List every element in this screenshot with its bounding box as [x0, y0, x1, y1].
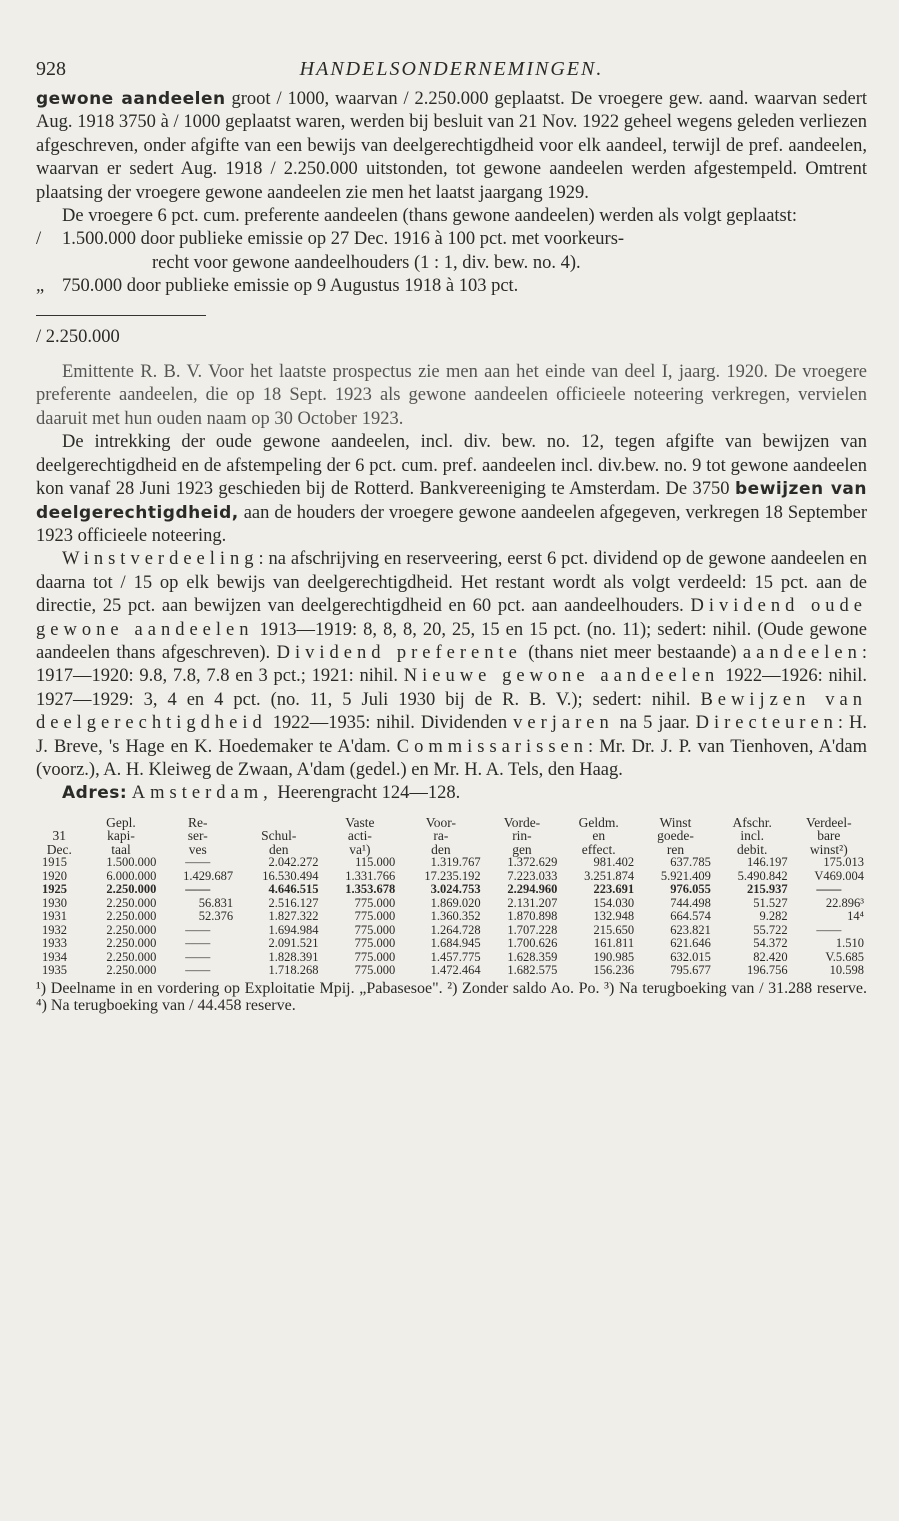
spaced-term: Bewijzen van deelgerechtigdheid — [36, 689, 868, 734]
footnotes: ¹) Deelname in en vordering op Exploitatie Mpij. „Pabasesoe". ²) Zonder saldo Ao. Po. ³) Na terugboeking van / 31.288 reserve. ⁴) Na terugboeking van / 44.458 reserve. — [36, 979, 867, 1014]
table-cell: 1.684.945 — [430, 936, 481, 951]
table-header-row — [36, 816, 867, 857]
paragraph-text: : Mr. Dr. J. P. van Tienhoven, A'dam (voorz.), A. H. Kleiweg de Zwaan, A'dam (gedel.) en Mr. H. A. Tels, den Haag. — [36, 736, 868, 780]
table-cell: 1.372.629 — [507, 855, 558, 870]
address-city: Amsterdam, — [131, 783, 273, 804]
divider-rule — [36, 315, 206, 316]
table-cell: 9.282 — [759, 909, 788, 924]
table-cell: 2.250.000 — [106, 949, 157, 964]
paragraph-emittente: Emittente R. B. V. Voor het laatste prospectus zie men aan het einde van deel I, jaarg. 1920. De vroegere preferente aandeelen, die op 18 Sept. 1923 als gewone aandeelen officieele noteering verkregen, vervielen daaruit met hun ouden naam op 30 October 1923. — [36, 362, 867, 429]
table-cell: 1.457.775 — [430, 949, 481, 964]
table-cell: 1.869.020 — [430, 895, 481, 910]
table-cell: 1.429.687 — [183, 868, 234, 883]
spaced-term: aandeelen — [742, 642, 862, 663]
table-cell: 1.718.268 — [268, 963, 319, 978]
table-cell: 637.785 — [670, 855, 711, 870]
column-header: Afschr. incl. debit. — [732, 814, 772, 857]
spaced-term: Commissarissen — [396, 736, 589, 757]
table-cell: —— — [185, 936, 211, 951]
heading-gewone-aandeelen: gewone aandeelen — [36, 89, 226, 109]
year-cell: 1935 — [42, 963, 67, 978]
table-cell: 2.516.127 — [268, 895, 319, 910]
column-header: Winst goede- ren — [657, 814, 694, 857]
table-cell: 744.498 — [670, 895, 711, 910]
heading-bewijzen: bewijzen van deelgerechtigdheid, — [36, 479, 867, 523]
spaced-term: Dividend preferente — [276, 642, 522, 663]
table-cell: 5.921.409 — [660, 868, 711, 883]
paragraph-text: : 1917—1920: 9.8, 7.8, 7.8 en 3 pct.; 1921: nihil. — [36, 642, 867, 687]
paragraph-gewone-aandeelen — [36, 88, 867, 205]
spaced-term: verjaren — [513, 713, 614, 734]
table-cell: 1.500.000 — [106, 855, 157, 870]
table-row — [36, 897, 867, 911]
table-cell: 775.000 — [354, 936, 396, 951]
table-cell: 621.646 — [670, 936, 711, 951]
table-cell: 54.372 — [753, 936, 788, 951]
table-cell: 1.707.228 — [507, 922, 558, 937]
column-header: Gepl. kapi- taal — [106, 814, 136, 857]
table-cell: 1.264.728 — [430, 922, 481, 937]
table-row — [36, 870, 867, 884]
table-cell: 2.250.000 — [106, 936, 157, 951]
table-cell: 190.985 — [593, 949, 635, 964]
table-cell: 1.682.575 — [507, 963, 558, 978]
paragraph-text: (thans niet meer bestaande) — [521, 642, 743, 663]
table-cell: 6.000.000 — [106, 868, 157, 883]
table-cell: 2.091.521 — [268, 936, 319, 951]
table-cell: 82.420 — [753, 949, 788, 964]
column-header: Voor- ra- den — [425, 814, 457, 857]
table-row — [36, 937, 867, 951]
paragraph-text: aan de houders der vroegere gewone aandeelen afgegeven, verkregen 18 September 1923 officieele noteering. — [36, 502, 867, 546]
table-cell: 3.251.874 — [584, 868, 635, 883]
spaced-term: Directeuren — [695, 713, 838, 734]
paragraph-text: groot / 1000, waarvan / 2.250.000 geplaatst. De vroegere gew. aand. waarvan sedert Aug. 1918 3750 à / 1000 geplaatst waren, werden bij besluit van 21 Nov. 1922 geheel wegens geleden verliezen afgeschreven, onder afgifte van een bewijs van deelgerechtigdheid voor elk aandeel, terwijl de pref. aandeelen, waarvan er sedert Aug. 1918 / 2.250.000 uitstonden, tot gewone aandeelen werden afgestempeld. Omtrent plaatsing der vroegere gewone aandeelen zie men het laatst jaargang 1929. — [36, 89, 867, 203]
address-label: Adres: — [62, 783, 128, 804]
table-cell: 1.870.898 — [507, 909, 558, 924]
year-cell: 1932 — [42, 922, 67, 937]
table-cell: 175.013 — [823, 855, 864, 870]
table-cell: 775.000 — [354, 922, 396, 937]
table-cell: 2.294.960 — [507, 882, 558, 897]
table-cell: —— — [185, 922, 211, 937]
paragraph-text: 1922—1926: nihil. 1927—1929: 3, 4 en 4 pct. (no. 11, 5 Juli 1930 bij de R. B. V.); sedert: nihil. — [36, 666, 867, 710]
table-cell: 795.677 — [670, 963, 711, 978]
table-cell: 1.628.359 — [507, 949, 558, 964]
table-cell: 215.937 — [747, 882, 788, 897]
paragraph-text: 1922—1935: nihil. Dividenden — [266, 713, 514, 734]
currency-symbol: / — [36, 229, 42, 250]
table-cell: 981.402 — [593, 855, 635, 870]
paragraph-text: 1913—1919: 8, 8, 8, 20, 25, 15 en 15 pct. (no. 11); sedert: nihil. (Oude gewone aandeelen thans afgeschreven). — [36, 619, 867, 663]
table-cell: 1.700.626 — [507, 936, 558, 951]
table-cell: 14⁴ — [847, 909, 864, 924]
paragraph-text: : na afschrijving en reserveering, eerst 6 pct. dividend op de gewone aandeelen en daarna tot / 15 op elk bewijs van deelgerechtigdheid. Het restant wordt als volgt verdeeld: 15 pct. aan de directie, 25 pct. aan bewijzen van deelgerechtigdheid en 60 pct. aan aandeelhouders. — [36, 549, 867, 617]
table-cell: 775.000 — [354, 963, 396, 978]
table-cell: 223.691 — [593, 882, 635, 897]
table-cell: V469.004 — [814, 868, 864, 883]
table-cell: 2.042.272 — [268, 855, 319, 870]
table-cell: —— — [185, 949, 211, 964]
table-cell: 775.000 — [354, 949, 396, 964]
year-cell: 1934 — [42, 949, 67, 964]
table-cell: 156.236 — [593, 963, 635, 978]
column-header: Vaste acti- va¹) — [345, 814, 375, 857]
financial-table — [36, 816, 867, 978]
table-cell: 1.331.766 — [345, 868, 396, 883]
year-cell: 1925 — [42, 882, 67, 897]
table-cell: 161.811 — [593, 936, 635, 951]
emission-line-1 — [36, 228, 867, 251]
column-header: Vorde- rin- gen — [503, 814, 541, 857]
table-cell: 2.250.000 — [106, 895, 157, 910]
column-header: Geldm. en effect. — [578, 814, 619, 857]
table-cell: V.5.685 — [825, 949, 864, 964]
address-line — [36, 782, 867, 805]
table-cell: 2.250.000 — [106, 882, 157, 897]
table-cell: 16.530.494 — [262, 868, 319, 883]
ditto-mark: „ — [36, 276, 45, 297]
paragraph-text: : H. J. Breve, 's Hage en K. Hoedemaker te A'dam. — [36, 713, 868, 757]
table-cell: 976.055 — [670, 882, 711, 897]
table-cell: 775.000 — [354, 895, 396, 910]
table-cell: 215.650 — [593, 922, 635, 937]
table-cell: 5.490.842 — [737, 868, 788, 883]
table-row — [36, 951, 867, 965]
page-number: 928 — [36, 58, 66, 80]
table-cell: 632.015 — [670, 949, 711, 964]
paragraph-text: na 5 jaar. — [613, 713, 696, 734]
year-cell: 1915 — [42, 855, 67, 870]
year-cell: 1931 — [42, 909, 67, 924]
table-cell: 3.024.753 — [430, 882, 481, 897]
spaced-term: Dividend oude gewone aandeelen — [36, 596, 867, 640]
table-row — [36, 883, 867, 897]
table-cell: 196.756 — [747, 963, 788, 978]
table-cell: 2.250.000 — [106, 922, 157, 937]
emission-text: 1.500.000 door publieke emissie op 27 Dec. 1916 à 100 pct. met voorkeurs- — [62, 229, 625, 250]
table-cell: 664.574 — [670, 909, 711, 924]
table-cell: 1.353.678 — [345, 882, 396, 897]
year-cell: 1920 — [42, 868, 67, 883]
paragraph-plaatsing: De vroegere 6 pct. cum. preferente aandeelen (thans gewone aandeelen) werden als volgt geplaatst: — [62, 206, 798, 227]
spaced-term: Nieuwe gewone aandeelen — [403, 666, 720, 687]
table-cell: —— — [185, 882, 211, 897]
emission-line-1-cont: recht voor gewone aandeelhouders (1 : 1, div. bew. no. 4). — [152, 252, 581, 273]
table-cell: 775.000 — [354, 909, 396, 924]
page-header — [36, 58, 867, 88]
column-header: Schul- den — [261, 828, 297, 857]
emission-total: / 2.250.000 — [36, 326, 120, 347]
table-cell: —— — [816, 882, 842, 897]
table-cell: 1.694.984 — [268, 922, 319, 937]
table-cell: 17.235.192 — [424, 868, 481, 883]
table-cell: 115.000 — [355, 855, 396, 870]
table-cell: 56.831 — [198, 895, 234, 910]
table-body — [36, 856, 867, 978]
table-cell: 1.472.464 — [430, 963, 481, 978]
paragraph-winstverdeeling — [36, 548, 867, 782]
table-cell: —— — [185, 963, 211, 978]
running-title: HANDELSONDERNEMINGEN. — [299, 58, 604, 80]
table-cell: 154.030 — [593, 895, 635, 910]
paragraph-text: De intrekking der oude gewone aandeelen, incl. div. bew. no. 12, tegen afgifte van bewijzen van deelgerechtigdheid en de afstempeling der 6 pct. cum. pref. aandeelen incl. div.bew. no. 9 tot gewone aandeelen kon vanaf 28 Juni 1923 geschieden bij de Rotterd. Bankvereeniging te Amsterdam. De 3750 — [36, 432, 867, 500]
table-cell: 623.821 — [670, 922, 711, 937]
paragraph-intrekking — [36, 431, 867, 548]
table-cell: —— — [185, 855, 211, 870]
address-street: Heerengracht 124—128. — [272, 783, 461, 804]
body-text — [36, 88, 867, 806]
table-cell: 55.722 — [753, 922, 788, 937]
table-cell: 1.360.352 — [430, 909, 481, 924]
emission-text: 750.000 door publieke emissie op 9 Augustus 1918 à 103 pct. — [62, 276, 519, 297]
column-header: 31 Dec. — [46, 828, 72, 857]
table-row — [36, 924, 867, 938]
year-cell: 1933 — [42, 936, 67, 951]
emission-line-2 — [36, 275, 867, 298]
table-cell: 4.646.515 — [268, 882, 319, 897]
column-header: Verdeel- bare winst²) — [805, 814, 852, 857]
table-row — [36, 910, 867, 924]
year-cell: 1930 — [42, 895, 67, 910]
spaced-term: Winstverdeeling — [62, 549, 259, 570]
table-row — [36, 856, 867, 870]
table-cell: 146.197 — [747, 855, 788, 870]
table-cell: 52.376 — [198, 909, 234, 924]
table-cell: 2.131.207 — [507, 895, 558, 910]
table-cell: —— — [816, 922, 842, 937]
table-cell: 132.948 — [593, 909, 635, 924]
column-header: Re- ser- ves — [187, 814, 208, 857]
table-row — [36, 964, 867, 978]
table-cell: 1.510 — [835, 936, 864, 951]
table-cell: 1.319.767 — [430, 855, 481, 870]
table-cell: 2.250.000 — [106, 909, 157, 924]
table-cell: 22.896³ — [825, 895, 864, 910]
table-cell: 1.828.391 — [268, 949, 319, 964]
table-cell: 7.223.033 — [507, 868, 558, 883]
table-cell: 10.598 — [829, 963, 864, 978]
table-cell: 51.527 — [753, 895, 788, 910]
table-cell: 1.827.322 — [268, 909, 319, 924]
table-cell: 2.250.000 — [106, 963, 157, 978]
